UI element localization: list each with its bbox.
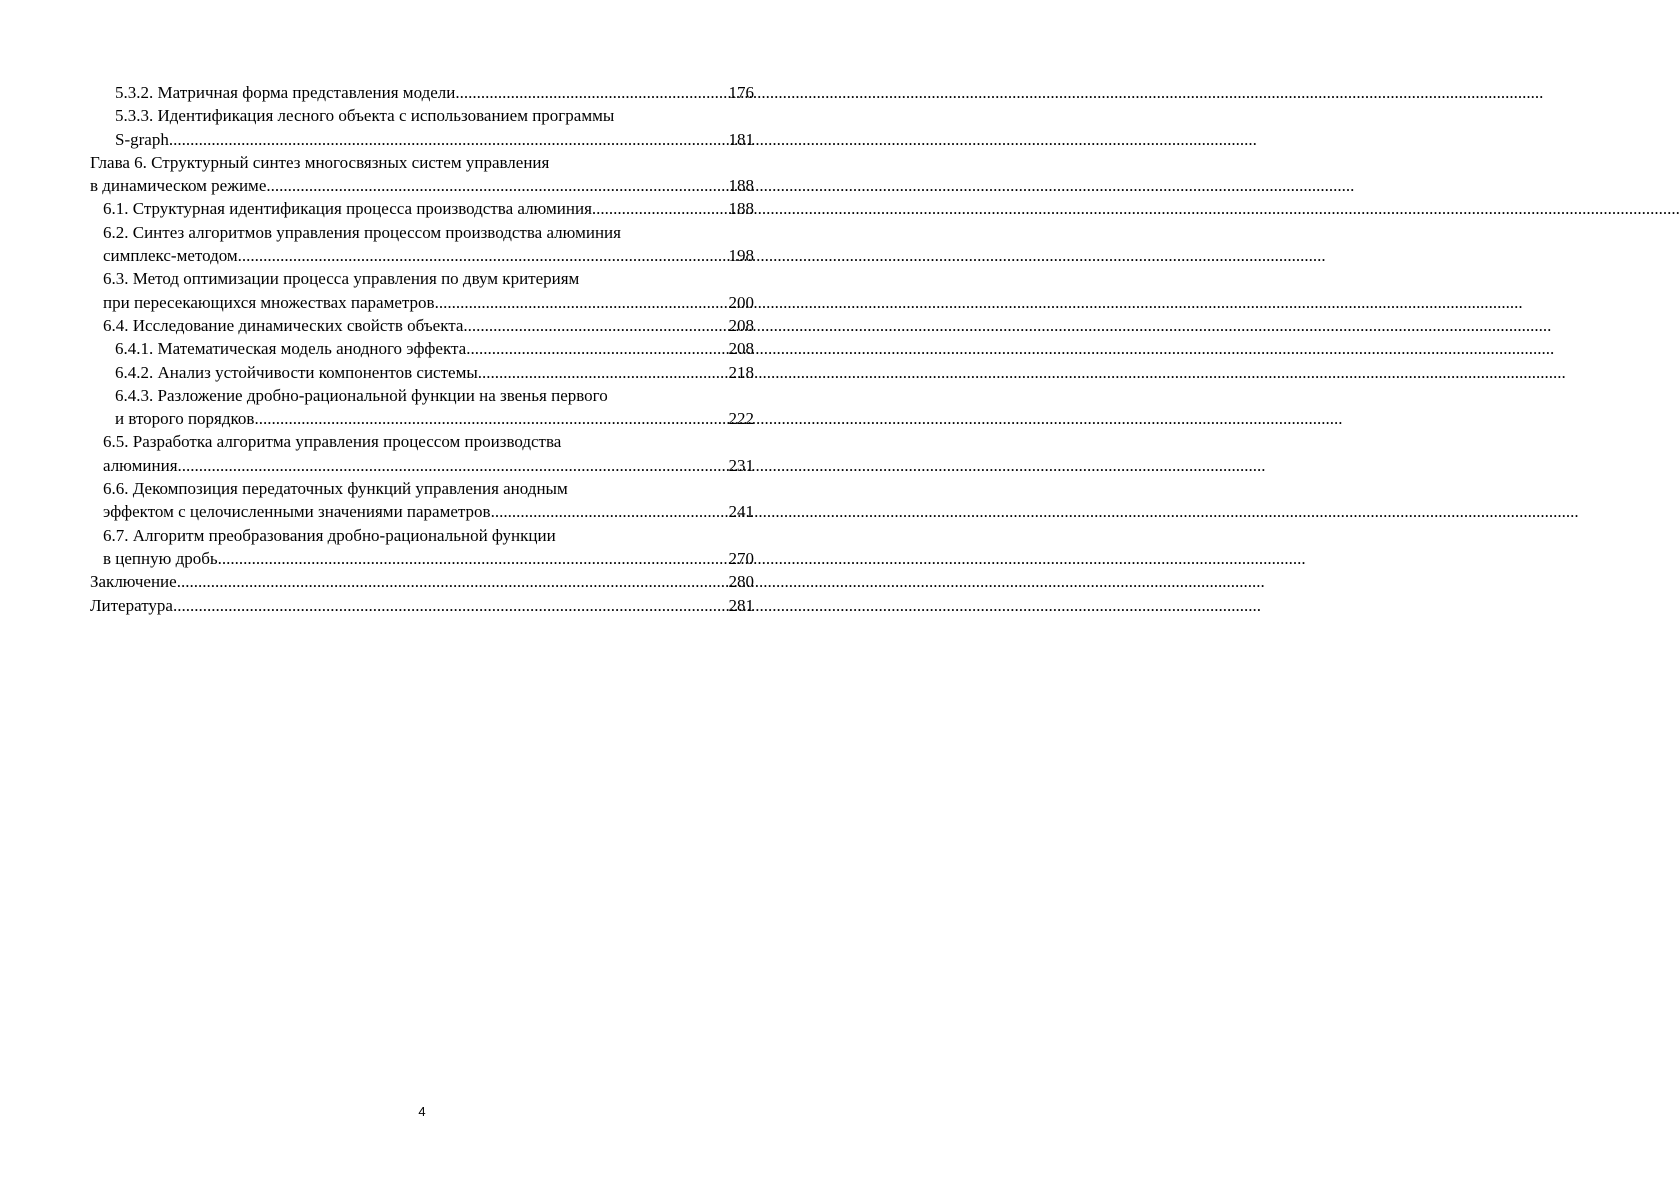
toc-entry-title: Заключение (90, 572, 177, 592)
toc-entry[interactable] (90, 104, 754, 151)
toc-entry-last-line (115, 337, 754, 360)
toc-page-number: 181 (728, 129, 754, 149)
toc-entry-last-line (103, 291, 754, 314)
toc-page-number: 188 (728, 199, 754, 219)
toc-page-number: 270 (728, 548, 754, 568)
dot-leader (466, 337, 706, 360)
toc-entry-last-line (103, 314, 754, 337)
toc-entry-title: и второго порядков (115, 409, 255, 429)
toc-entry[interactable] (90, 430, 754, 477)
toc-entry-title: 6.1. Структурная идентификация процесса производства алюминия (103, 199, 592, 219)
toc-entry-last-line (115, 361, 754, 384)
toc-entry-last-line (115, 81, 754, 104)
toc-entry-last-line (103, 547, 754, 570)
toc-page-number: 176 (728, 83, 754, 102)
toc-entry-title: в динамическом режиме (90, 176, 267, 196)
toc-page-number: 208 (728, 315, 754, 335)
toc-page-number: 198 (728, 246, 754, 266)
toc-entry-title: в цепную дробь (103, 548, 218, 568)
dot-leader (173, 594, 706, 617)
toc-entry-title: Литература (90, 595, 173, 615)
toc-page-number: 281 (728, 595, 754, 615)
toc-page-number: 222 (728, 409, 754, 429)
toc-entry-title: эффектом с целочисленными значениями параметров (103, 502, 491, 522)
toc-page-number: 208 (728, 339, 754, 359)
toc-entry[interactable] (90, 81, 754, 104)
dot-leader (478, 361, 706, 384)
toc-entry-line: 6.2. Синтез алгоритмов управления процессом производства алюминия (103, 222, 621, 242)
dot-leader (254, 407, 706, 430)
toc-entry[interactable] (90, 314, 754, 337)
toc-entry-title: алюминия (103, 455, 178, 475)
toc-entry-line: 6.4.3. Разложение дробно-рациональной функции на звенья первого (115, 385, 608, 405)
dot-leader (463, 314, 706, 337)
page-number: 4 (418, 1104, 426, 1119)
dot-leader (266, 174, 706, 197)
toc-entry-last-line (90, 570, 754, 593)
dot-leader (238, 244, 706, 267)
toc-entry-line: 5.3.3. Идентификация лесного объекта с использованием программы (115, 106, 615, 126)
toc-page-number: 241 (728, 502, 754, 522)
toc-entry-title: 5.3.2. Матричная форма представления модели (115, 83, 456, 102)
toc-entry-last-line (115, 128, 754, 151)
toc-entry-title: при пересекающихся множествах параметров (103, 292, 435, 312)
toc-entry-line: 6.5. Разработка алгоритма управления процессом производства (103, 432, 562, 452)
toc-entry[interactable] (90, 384, 754, 431)
toc-entry-last-line (103, 244, 754, 267)
toc-entry[interactable] (90, 151, 754, 198)
dot-leader (169, 128, 706, 151)
toc-entry[interactable] (90, 594, 754, 617)
toc-entry-line: 6.3. Метод оптимизации процесса управления по двум критериям (103, 269, 580, 289)
toc-page-number: 280 (728, 572, 754, 592)
dot-leader (178, 454, 706, 477)
toc-page-number: 200 (728, 292, 754, 312)
dot-leader (435, 291, 706, 314)
toc-entry[interactable] (90, 337, 754, 360)
toc-entry-title: 6.4.1. Математическая модель анодного эффекта (115, 339, 467, 359)
toc-page-number: 218 (728, 362, 754, 382)
toc-entry-title: симплекс-методом (103, 246, 238, 266)
toc-entry-line: 6.7. Алгоритм преобразования дробно-рациональной функции (103, 525, 556, 545)
toc-entry[interactable] (90, 361, 754, 384)
dot-leader (491, 500, 706, 523)
dot-leader (218, 547, 706, 570)
toc-entry-last-line (90, 174, 754, 197)
toc-entry[interactable] (90, 221, 754, 268)
dot-leader (455, 81, 706, 104)
toc-entry-last-line (103, 197, 754, 220)
toc-entry-last-line (115, 407, 754, 430)
toc-entry[interactable] (90, 570, 754, 593)
table-of-contents (90, 81, 754, 617)
toc-entry-line: Глава 6. Структурный синтез многосвязных систем управления (90, 152, 550, 172)
toc-page-number: 231 (728, 455, 754, 475)
toc-entry[interactable] (90, 197, 754, 220)
toc-entry[interactable] (90, 524, 754, 571)
toc-entry-title: S-graph (115, 129, 169, 149)
dot-leader (177, 570, 706, 593)
toc-entry-last-line (103, 500, 754, 523)
toc-entry-title: 6.4. Исследование динамических свойств объекта (103, 315, 464, 335)
toc-entry[interactable] (90, 267, 754, 314)
dot-leader (592, 197, 706, 220)
toc-page-number: 188 (728, 176, 754, 196)
toc-entry-line: 6.6. Декомпозиция передаточных функций управления анодным (103, 479, 568, 499)
toc-entry-title: 6.4.2. Анализ устойчивости компонентов системы (115, 362, 478, 382)
toc-entry-last-line (90, 594, 754, 617)
toc-entry[interactable] (90, 477, 754, 524)
toc-entry-last-line (103, 454, 754, 477)
